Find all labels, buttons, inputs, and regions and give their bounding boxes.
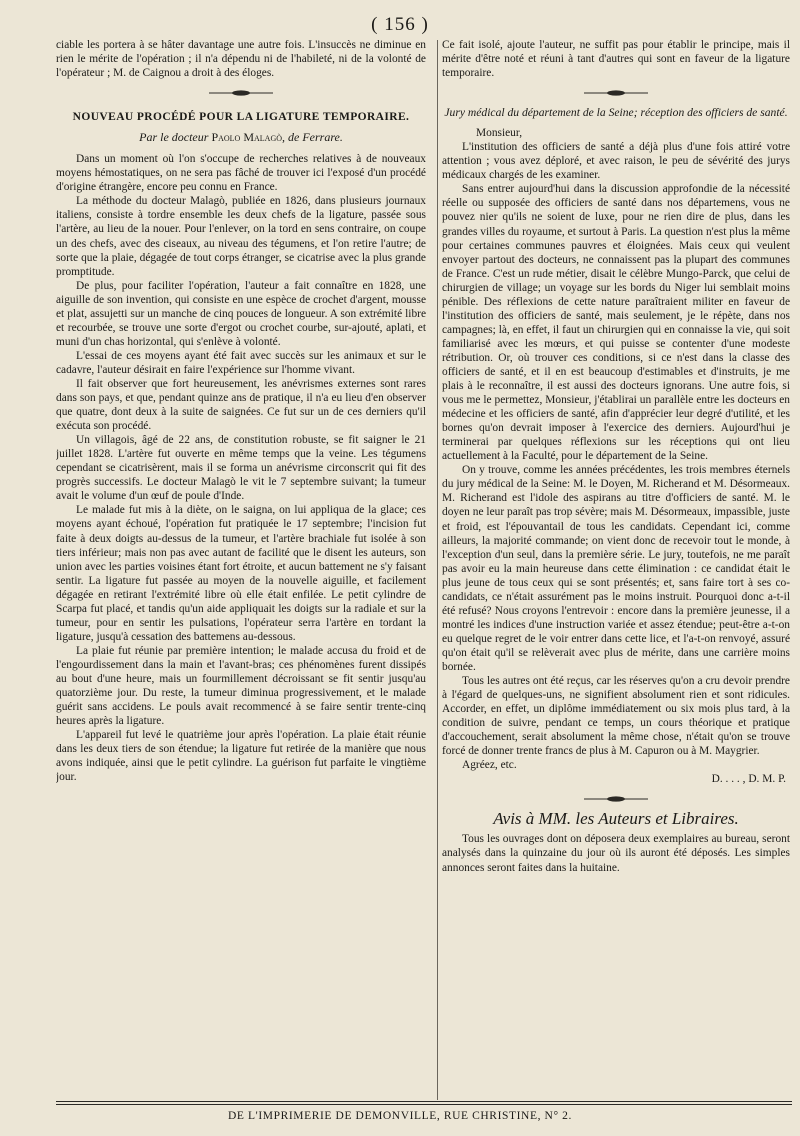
article-title: NOUVEAU PROCÉDÉ POUR LA LIGATURE TEMPORAIRE. [72, 111, 410, 124]
letter-salutation: Monsieur, [476, 127, 523, 140]
paragraph: On y trouve, comme les années précédentes, les trois membres éternels du jury médical de la Seine: M. le Doyen, M. Richerand et M. Désormeaux. M. Richerand est l'idole des aspirans au titre d'officiers de santé. M. le doyen ne leur paraît pas trop sévère; mais M. Désormeaux, impassible, juste et froid, est l'épouvantail de tous les candidats. Cependant ici, comme ailleurs, la majorité commande; on vient donc de recevoir tout le monde, à l'exception d'un seul, dans la première série. Le jury, toutefois, ne me paraît pas avoir eu la main heureuse dans cette élimination : ce candidat était le plus jeune de tous ceux qui se sont présentés; et, sans faire tort à ses co-candidats, ce n'était assurément pas le moins instruit. Pourquoi donc a-t-il été refusé? Nous croyons l'entrevoir : encore dans la première jeunesse, il a montré les indices d'une instruction variée et assez étendue; peut-être a-t-on eu quelque regret de le voir entrer dans cette lice, et l'a-t-on renvoyé, assuré qu'on était qu'il se relèverait avec plus de mérite, dans une carrière moins bornée. [442, 464, 790, 673]
jury-section-title: Jury médical du département de la Seine; réception des officiers de santé. [444, 106, 788, 120]
paragraph: Le malade fut mis à la diète, on le saigna, on lui appliqua de la glace; ces moyens ayant échoué, l'opération fut pratiquée le 17 septembre; l'incision fut faite à deux doigts au-dessus de la tumeur, et l'artère brachiale fut isolée à son tiers inférieur; mais non pas avec autant de facilité que le disent les auteurs, son union avec les parties voisines étant fort étroite, et aucun battement ne s'y faisant sentir. La ligature fut passée au moyen de la nouvelle aiguille, et facilement dégagée en retirant l'extrémité libre où elle était enfilée. Le petit cylindre de Scarpa fut placé, et tandis qu'un aide appliquait les doigts sur la radiale et sur la tumeur, pour en sentir les pulsations, l'opérateur serra l'artère en tordant la ligature, jusqu'à cessation des battemens au-dessous. [56, 504, 426, 643]
paragraph: L'essai de ces moyens ayant été fait avec succès sur les animaux et sur le cadavre, l'auteur désirait en faire l'expérience sur l'homme vivant. [56, 349, 426, 376]
page-number: ( 156 ) [371, 14, 429, 35]
byline-prefix: Par le docteur [139, 130, 209, 145]
left-column [56, 38, 426, 1100]
paragraph: Dans un moment où l'on s'occupe de recherches relatives à de nouveaux moyens hémostatiques, on ne sera pas fâché de trouver ici l'exposé d'un procédé d'origine étrangère, encore peu connu en France. [56, 153, 426, 194]
footer-rule [56, 1101, 792, 1102]
ornament-divider [584, 796, 648, 802]
article-body [56, 152, 426, 784]
notice-title: Avis à MM. les Auteurs et Libraires. [493, 809, 739, 829]
paragraph: Sans entrer aujourd'hui dans la discussion approfondie de la nécessité réelle ou supposée des officiers de santé dans nos départemens, vous ne pouvez nier qu'ils ne soient de luxe, pour ne rien dire de plus, dans les grandes villes du royaume, et surtout à Paris. La question n'est plus la même pour certaines communes pauvres et éloignées. Mais ceux qui veulent envoyer partout des docteurs, ne connaissent pas la plupart des communes de France. C'est un rude métier, disait le célèbre Mungo-Parck, que celui de chirurgien de village; un voyage sur les bords du Niger lui semblait moins pénible. Des réflexions de cette nature paraîtraient militer en faveur de l'institution des officiers de santé, mais seulement, je le répète, dans nos campagnes; là, en effet, il faut un chirurgien qui en connaisse la vie, qui soit familiarisé avec les mœurs, et qui puisse se contenter d'une modeste rétribution. Or, où trouver ces conditions, si ce n'est dans la classe des officiers de santé, et il en est beaucoup d'estimables et d'instruits, je me plais à le reconnaître, il est aussi des docteurs ignorans. Une autre fois, si vous me le permettez, Monsieur, j'établirai un parallèle entre les docteurs en médecine et les officiers de santé, afin d'apprécier leur degré d'utilité, et les bornes qu'on devrait imposer à l'exercice des derniers. Aujourd'hui je terminerai par quelques réflexions sur les réceptions qui ont lieu actuellement à la Faculté, pour le département de la Seine. [442, 183, 790, 463]
printer-imprint: DE L'IMPRIMERIE DE DEMONVILLE, RUE CHRISTINE, N° 2. [228, 1110, 572, 1122]
paragraph: Tous les autres ont été reçus, car les réserves qu'on a cru devoir prendre à l'égard de quelques-uns, ne signifient absolument rien et sont ridicules. Accorder, en effet, un diplôme immédiatement ou six mois plus tard, à la condition de suivre, pendant ce temps, un cours théorique et pratique d'accouchement, serait absolument la même chose, n'était qu'on se trouve forcé de donner trente francs de plus à M. Capuron ou à M. Maygrier. [442, 675, 790, 758]
letter-signature: D. . . . , D. M. P. [711, 773, 786, 786]
letter-body [442, 140, 790, 758]
article-byline [56, 130, 426, 144]
byline-author: Paolo Malagò [211, 130, 282, 145]
left-intro [56, 38, 426, 80]
byline-suffix: , de Ferrare. [282, 130, 343, 145]
ornament-divider [209, 90, 273, 96]
column-divider [437, 40, 438, 1100]
ornament-divider [584, 90, 648, 96]
right-column [442, 38, 790, 1100]
paragraph: Il fait observer que fort heureusement, les anévrismes externes sont rares dans son pays, et que, pendant quinze ans de pratique, il n'a eu lieu d'en observer que quatre, dont deux à la suite de saignées. Ce fut sur un de ces derniers qu'il exécuta son procédé. [56, 377, 426, 433]
paragraph: La méthode du docteur Malagò, publiée en 1826, dans plusieurs journaux italiens, consiste à tordre ensemble les deux chefs de la ligature, passée sous l'artère, au lieu de la nouer. Pour l'enlever, on la tord en sens contraire, on coupe un des chefs, avec des ciseaux, au niveau des tégumens, et l'on retire l'autre; de sorte que la plaie, dégagée de tout corps étranger, se cicatrise avec la plus grande promptitude. [56, 195, 426, 278]
notice-text: Tous les ouvrages dont on déposera deux exemplaires au bureau, seront analysés dans la quinzaine du jour où ils auront été déposés. Les simples annonces seront faites dans la huitaine. [442, 833, 790, 874]
paragraph: L'appareil fut levé le quatrième jour après l'opération. La plaie était réunie dans les deux tiers de son étendue; la ligature fut retirée de la manière que nous avons indiquée, ainsi que le petit cylindre. La guérison fut parfaite le vingtième jour. [56, 729, 426, 784]
letter-closing: Agréez, etc. [462, 759, 517, 772]
paragraph: De plus, pour faciliter l'opération, l'auteur a fait connaître en 1828, une aiguille de son invention, qui consiste en une espèce de crochet d'argent, mousse et plat, assujetti sur un manche de cinq pouces de longueur. A son extrémité libre et recourbée, se trouve une sorte d'ergot ou crochet courbe, sur-ajouté, aplati, et muni d'un chas horizontal, qui s'enlève à volonté. [56, 279, 426, 348]
right-intro [442, 38, 790, 80]
paragraph: L'institution des officiers de santé a déjà plus d'une fois attiré votre attention ; vous avez déploré, et avec raison, le peu de sévérité des jurys médicaux chargés de les examiner. [442, 141, 790, 182]
paragraph: ciable les portera à se hâter davantage une autre fois. L'insuccès ne diminue en rien le mérite de l'opération ; il n'a dépendu ni de l'habileté, ni de la volonté de l'opérateur ; M. de Caignou a droit à des éloges. [56, 39, 426, 80]
paragraph: Un villagois, âgé de 22 ans, de constitution robuste, se fit saigner le 21 juillet 1828. L'artère fut ouverte en même temps que la veine. Les tégumens cependant se cicatrisèrent, mais il se forma un anévrisme circonscrit qui fit des progrès successifs. Le docteur Malagò le vit le 7 septembre suivant; la tumeur avait le volume d'un œuf de poule d'Inde. [56, 434, 426, 503]
paragraph: La plaie fut réunie par première intention; le malade accusa du froid et de l'engourdissement dans la main et l'avant-bras; ces phénomènes furent dissipés au bout d'une heure, mais un fourmillement décroissant se fit sentir jusqu'au quatorzième jour. Du reste, la tumeur diminua progressivement, et le malade guérit sans accidens. Le pouls avait recommencé à se faire sentir trente-cinq heures après la ligature. [56, 644, 426, 728]
paragraph: Ce fait isolé, ajoute l'auteur, ne suffit pas pour établir le principe, mais il mérite d'être noté et réuni à tant d'autres qui sont en faveur de la ligature temporaire. [442, 39, 790, 80]
footer-rule [56, 1104, 792, 1105]
